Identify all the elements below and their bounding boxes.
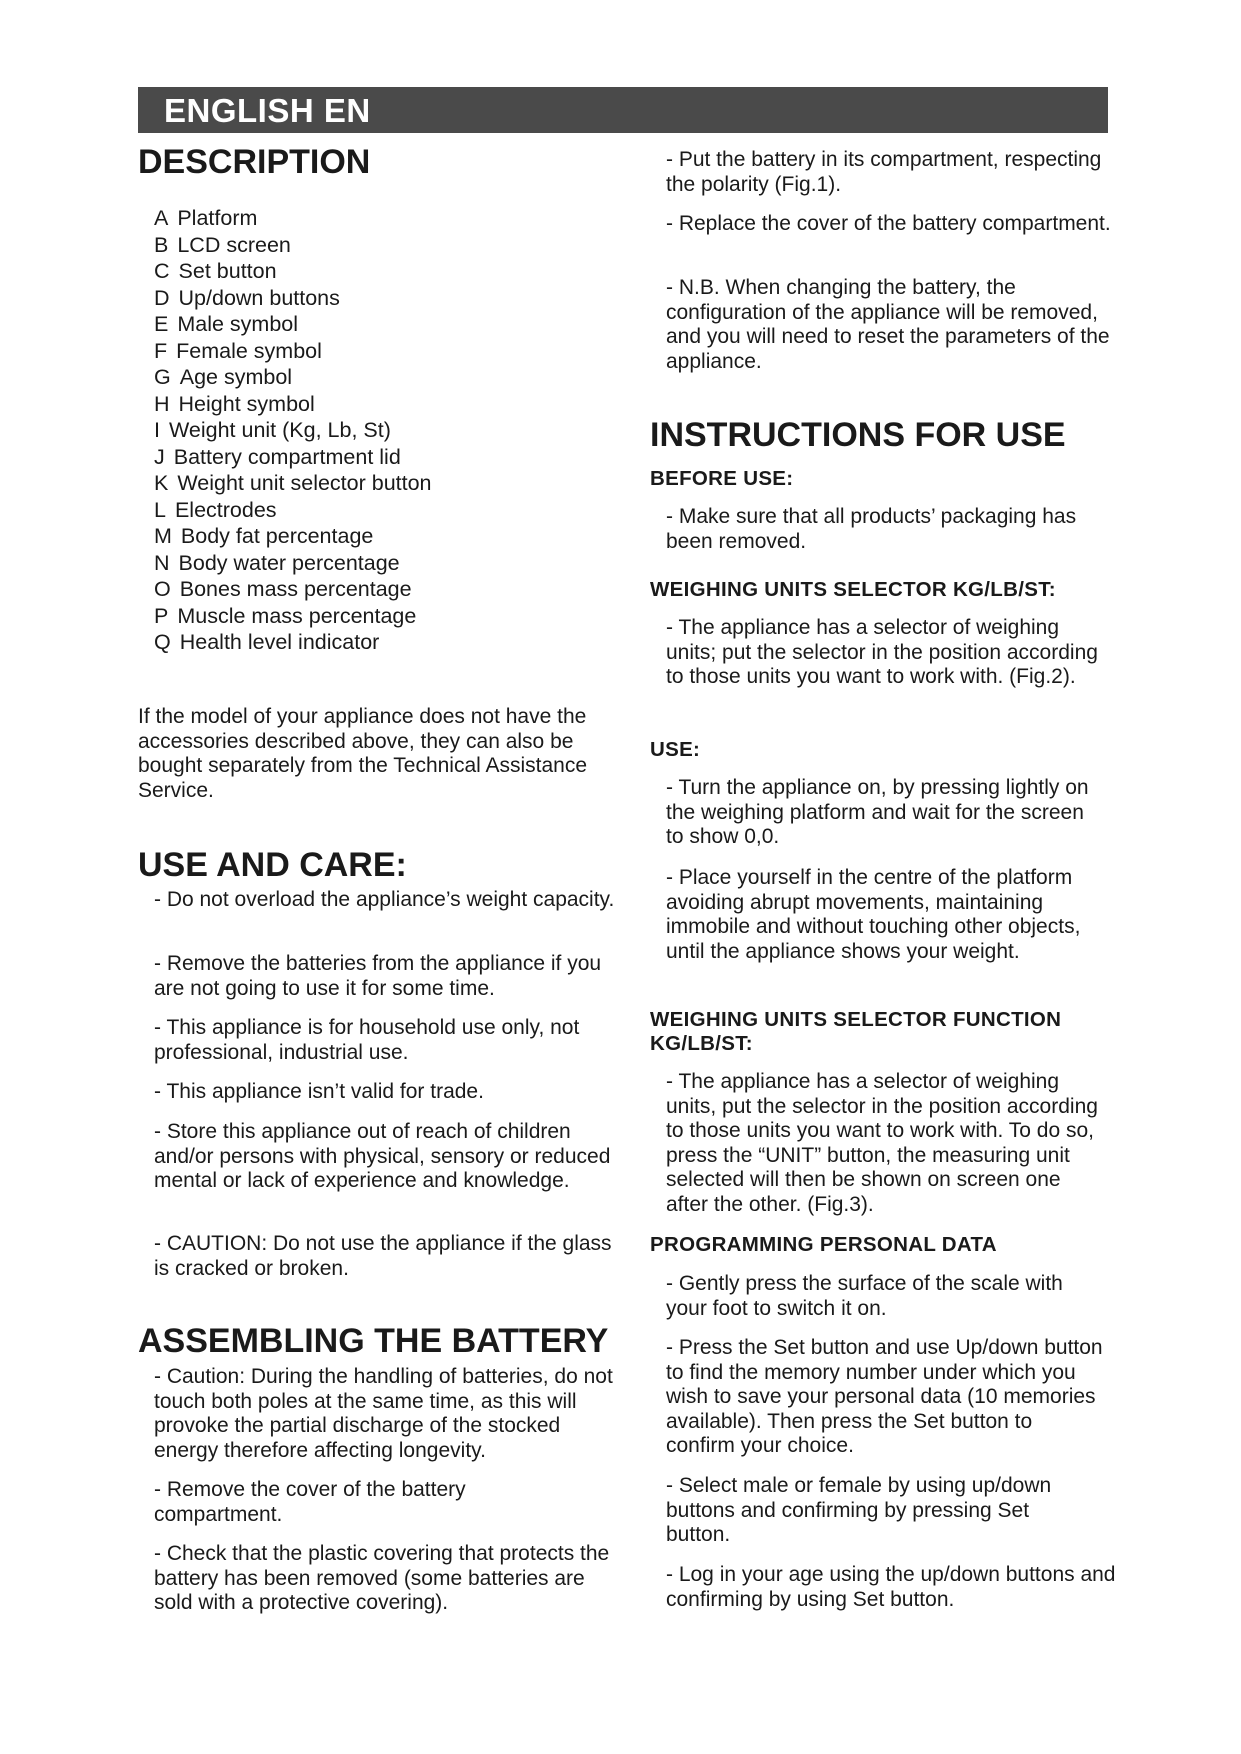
battery-item: - Check that the plastic covering that protects the battery has been removed (some batteries are sold with a protective covering). <box>154 1542 610 1614</box>
use-care-item: - Do not overload the appliance’s weight capacity. <box>154 888 615 911</box>
units-selector-title: WEIGHING UNITS SELECTOR KG/LB/ST: <box>650 578 1056 601</box>
programming-item: - Log in your age using the up/down buttons and confirming by using Set button. <box>666 1563 1116 1611</box>
use-care-title: USE AND CARE: <box>138 846 407 884</box>
use-item: - Place yourself in the centre of the platform avoiding abrupt movements, maintaining immobile and without touching other objects, until the appliance shows your weight. <box>666 866 1081 963</box>
units-selector-text: - The appliance has a selector of weighing units; put the selector in the position according to those units you want to work with. (Fig.2). <box>666 616 1098 688</box>
list-item: N Body water percentage <box>154 550 400 575</box>
list-item: L Electrodes <box>154 497 277 522</box>
units-function-text: - The appliance has a selector of weighing units, put the selector in the position according to those units you want to work with. To do so, press the “UNIT” button, the measuring unit selected will then be shown on screen one after the other. (Fig.3). <box>666 1070 1098 1216</box>
list-item: E Male symbol <box>154 312 299 336</box>
list-item: G Age symbol <box>154 365 293 389</box>
use-care-item: - Remove the batteries from the appliance if you are not going to use it for some time. <box>154 952 602 1000</box>
use-care-item: - Store this appliance out of reach of children and/or persons with physical, sensory or reduced mental or lack of experience and knowledge. <box>154 1120 611 1192</box>
use-care-item: - CAUTION: Do not use the appliance if the glass is cracked or broken. <box>154 1232 612 1280</box>
list-item: M Body fat percentage <box>154 524 374 548</box>
list-item: K Weight unit selector button <box>154 471 432 495</box>
programming-item: - Gently press the surface of the scale with your foot to switch it on. <box>666 1272 1063 1320</box>
battery-title: ASSEMBLING THE BATTERY <box>138 1322 609 1360</box>
list-item: O Bones mass percentage <box>154 577 412 601</box>
list-item: B LCD screen <box>154 232 291 257</box>
programming-item: - Select male or female by using up/down buttons and confirming by pressing Set button. <box>666 1474 1052 1546</box>
list-item: C Set button <box>154 259 277 283</box>
before-use-text: - Make sure that all products’ packaging has been removed. <box>666 505 1077 553</box>
battery-step: - Put the battery in its compartment, respecting the polarity (Fig.1). <box>666 148 1102 196</box>
before-use-title: BEFORE USE: <box>650 467 794 490</box>
list-item: H Height symbol <box>154 391 315 416</box>
units-function-title: WEIGHING UNITS SELECTOR FUNCTION <box>650 1008 1062 1031</box>
accessories-note: If the model of your appliance does not have the accessories described above, they can also be bought separately from the Technical Assistance Service. <box>138 705 588 802</box>
parts-list <box>154 205 432 656</box>
list-item: J Battery compartment lid <box>154 444 401 469</box>
list-item: D Up/down buttons <box>154 285 340 310</box>
description-title: DESCRIPTION <box>138 143 371 181</box>
units-function-title-line2: KG/LB/ST: <box>650 1032 753 1055</box>
language-label: ENGLISH EN <box>164 92 371 129</box>
list-item: Q Health level indicator <box>154 630 380 654</box>
use-item: - Turn the appliance on, by pressing lightly on the weighing platform and wait for the screen to show 0,0. <box>666 776 1089 848</box>
battery-item: - Caution: During the handling of batteries, do not touch both poles at the same time, as this will provoke the partial discharge of the stocked energy therefore affecting longevity. <box>154 1365 613 1462</box>
list-item: I Weight unit (Kg, Lb, St) <box>154 418 391 442</box>
battery-item: - Remove the cover of the battery compartment. <box>154 1478 466 1526</box>
use-care-item: - This appliance isn’t valid for trade. <box>154 1080 484 1103</box>
use-title: USE: <box>650 738 701 761</box>
programming-item: - Press the Set button and use Up/down button to find the memory number under which you wish to save your personal data (10 memories available). Then press the Set button to confirm your choice. <box>666 1336 1103 1457</box>
list-item: F Female symbol <box>154 338 322 363</box>
instructions-title: INSTRUCTIONS FOR USE <box>650 416 1066 454</box>
use-care-item: - This appliance is for household use only, not professional, industrial use. <box>154 1016 580 1064</box>
language-header-bar <box>138 87 1108 133</box>
battery-step: - N.B. When changing the battery, the configuration of the appliance will be removed, and you will need to reset the parameters of the appliance. <box>666 276 1110 373</box>
list-item: P Muscle mass percentage <box>154 603 417 628</box>
list-item: A Platform <box>154 206 258 230</box>
battery-step: - Replace the cover of the battery compartment. <box>666 212 1111 235</box>
programming-title: PROGRAMMING PERSONAL DATA <box>650 1233 997 1256</box>
